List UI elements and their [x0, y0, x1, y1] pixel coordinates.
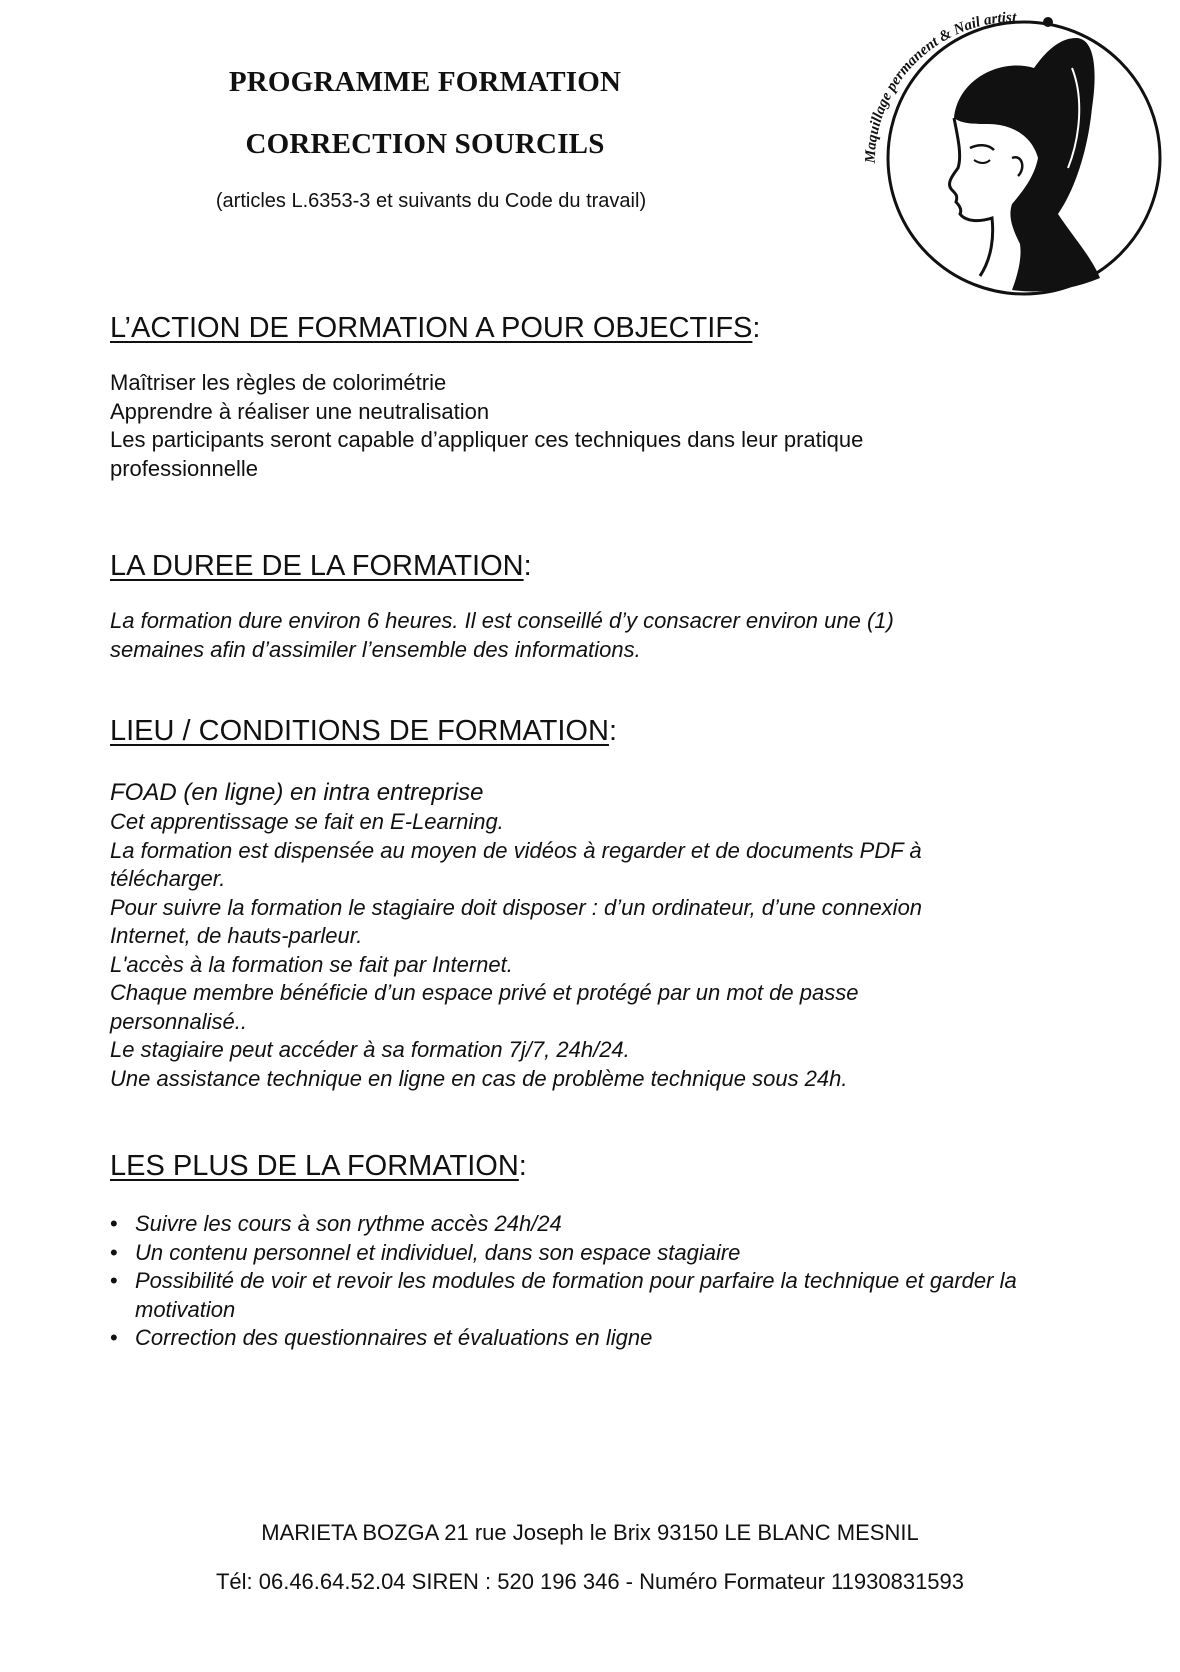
list-item: • Un contenu personnel et individuel, dans son espace stagiaire: [110, 1239, 741, 1265]
objectives-line: Les participants seront capable d’appliquer ces techniques dans leur pratique: [110, 427, 864, 452]
logo-arc-text: Maquillage permanent & Nail artist: [862, 9, 1017, 164]
logo: [862, 8, 1174, 298]
location-line: télécharger.: [110, 866, 226, 891]
location-line: Pour suivre la formation le stagiaire doit disposer : d’un ordinateur, d’une connexion: [110, 894, 923, 920]
location-line: Internet, de hauts-parleur.: [110, 923, 363, 948]
woman-profile-icon: [950, 38, 1100, 292]
page-title-line-2: CORRECTION SOURCILS: [245, 128, 605, 160]
location-line: personnalisé..: [110, 1008, 247, 1034]
location-heading: LIEU / CONDITIONS DE FORMATION:: [110, 715, 617, 747]
logo-dot: [1043, 17, 1053, 27]
location-line: Chaque membre bénéficie d’un espace privé et protégé par un mot de passe: [110, 980, 859, 1005]
location-line: Une assistance technique en ligne en cas de problème technique sous 24h.: [110, 1065, 848, 1091]
location-line: La formation est dispensée au moyen de vidéos à regarder et de documents PDF à: [110, 837, 922, 863]
duration-text: [110, 607, 1090, 664]
location-line: L'accès à la formation se fait par Internet.: [110, 951, 513, 977]
list-item: • Suivre les cours à son rythme accès 24h/24: [110, 1211, 562, 1236]
objectives-line: Maîtriser les règles de colorimétrie: [110, 370, 447, 395]
objectives-line: professionnelle: [110, 455, 258, 481]
duration-heading: LA DUREE DE LA FORMATION:: [110, 550, 532, 582]
location-text: [110, 778, 1090, 1093]
footer-address: MARIETA BOZGA 21 rue Joseph le Brix 93150 LE BLANC MESNIL: [261, 1520, 919, 1545]
objectives-heading: L’ACTION DE FORMATION A POUR OBJECTIFS:: [110, 312, 761, 344]
location-first-line: FOAD (en ligne) en intra entreprise: [110, 779, 484, 806]
plus-list: [110, 1210, 1100, 1353]
page-title-line-1: PROGRAMME FORMATION: [228, 66, 622, 98]
duration-line: semaines afin d’assimiler l’ensemble des informations.: [110, 636, 641, 662]
list-item: • Correction des questionnaires et évaluations en ligne: [110, 1325, 653, 1350]
plus-heading: LES PLUS DE LA FORMATION:: [110, 1150, 527, 1182]
footer-contact: Tél: 06.46.64.52.04 SIREN : 520 196 346 - Numéro Formateur 11930831593: [215, 1569, 965, 1594]
list-item: • Possibilité de voir et revoir les modules de formation pour parfaire la technique et garder la motivation: [110, 1268, 1017, 1322]
location-line: Le stagiaire peut accéder à sa formation 7j/7, 24h/24.: [110, 1037, 630, 1062]
duration-line: La formation dure environ 6 heures. Il est conseillé d’y consacrer environ une (1): [110, 608, 894, 633]
location-line: Cet apprentissage se fait en E-Learning.: [110, 809, 504, 834]
objectives-text: [110, 369, 1090, 483]
objectives-line: Apprendre à réaliser une neutralisation: [110, 398, 490, 424]
page-subtitle: (articles L.6353-3 et suivants du Code du travail): [215, 190, 647, 212]
